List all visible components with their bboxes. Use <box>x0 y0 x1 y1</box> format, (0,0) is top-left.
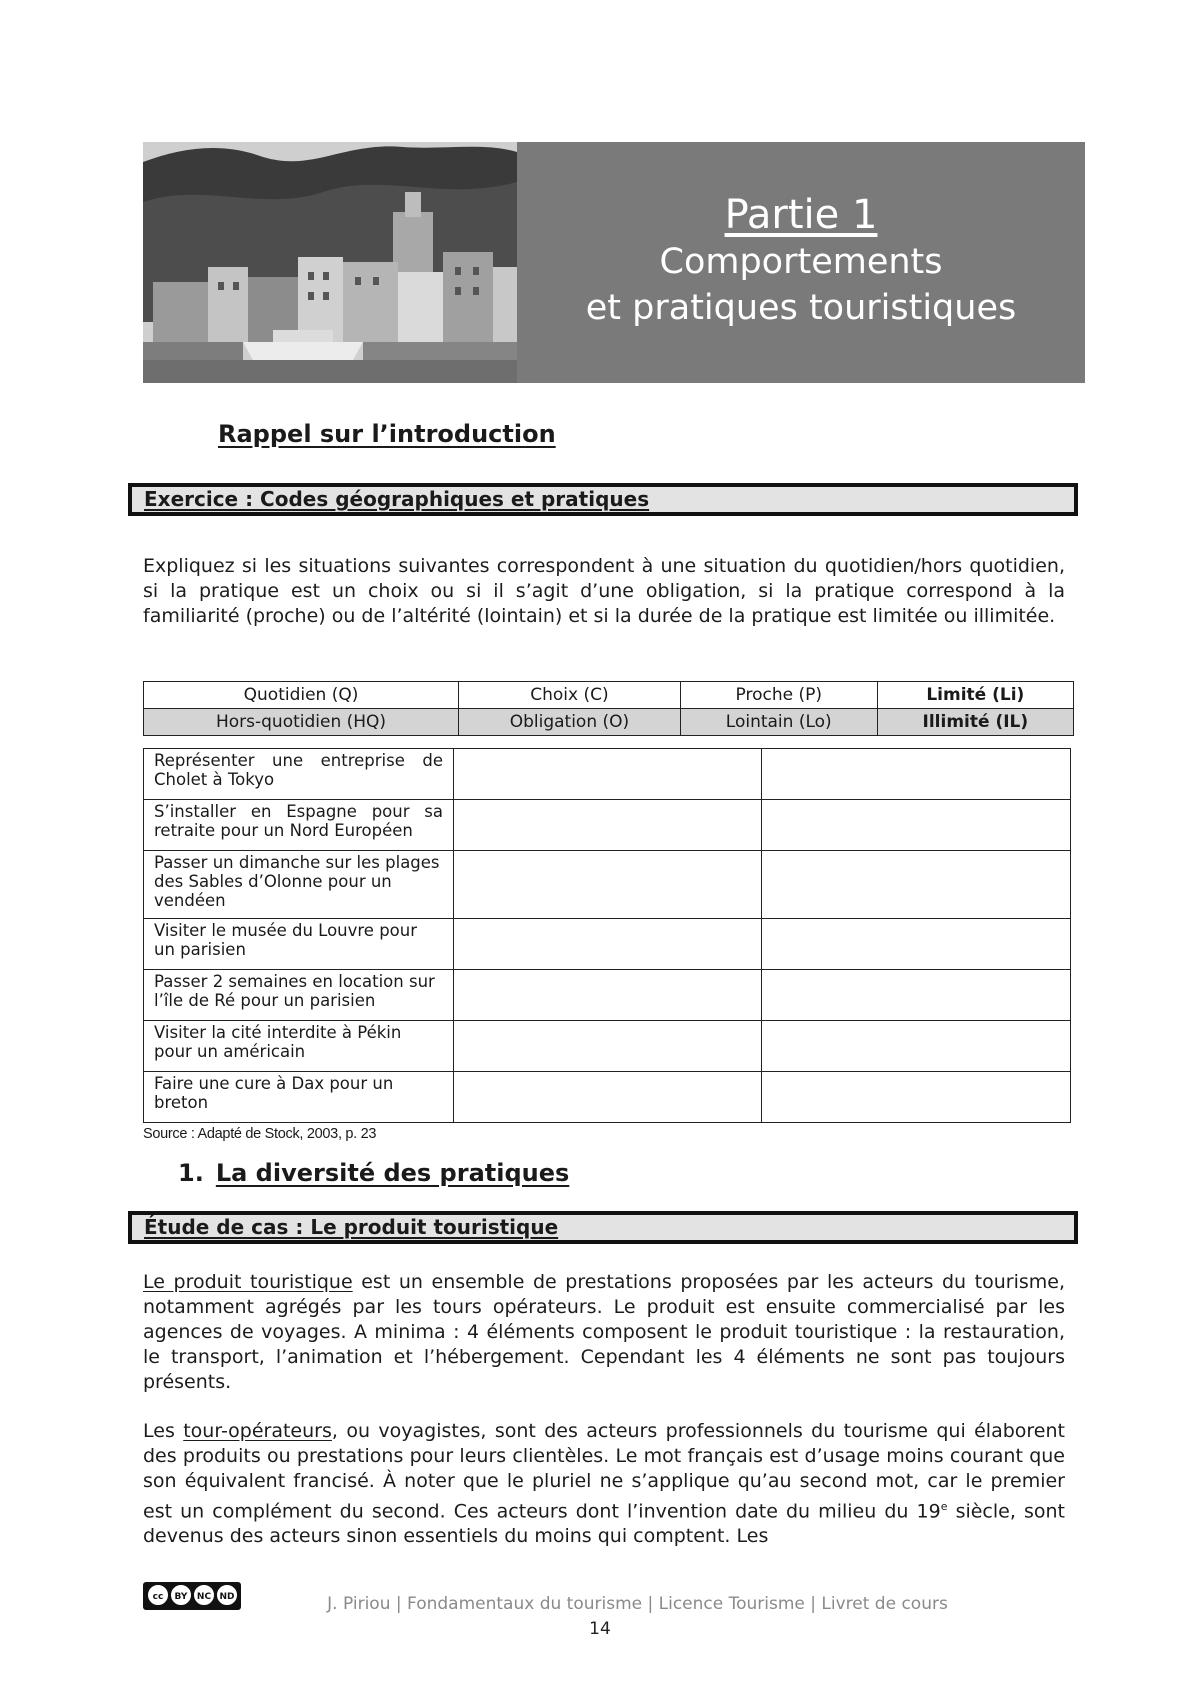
exercise-table <box>143 748 1071 1123</box>
cc-icon: cc <box>148 1585 168 1605</box>
paragraph-text: est un ensemble de prestations proposées par les acteurs du tourisme, notamment agrégés par les tours opérateurs. Le produit est ensuite commercialisé par les agences de voyages. A minima : 4 éléments composent le produit touristique : la restauration, le transport, l’animation et l’hébergement. Cependant les 4 éléments ne sont pas toujours présents. <box>143 1271 1066 1393</box>
situation-cell: Passer 2 semaines en location sur l’île de Ré pour un parisien <box>144 970 454 1021</box>
intro-heading: Rappel sur l’introduction <box>218 420 556 448</box>
legend-cell: Quotidien (Q) <box>144 682 459 709</box>
part-subtitle-line1: Comportements <box>659 242 943 282</box>
answer-cell[interactable] <box>454 800 762 851</box>
exercise-title-box <box>128 483 1078 516</box>
harbor-village-photo <box>143 142 517 383</box>
case-study-paragraph-1 <box>143 1270 1065 1395</box>
table-row <box>144 919 1071 970</box>
answer-cell[interactable] <box>454 749 762 800</box>
footer-text <box>0 1594 1200 1614</box>
situation-cell: Visiter le musée du Louvre pour un parisien <box>144 919 454 970</box>
exercise-instructions: Expliquez si les situations suivantes correspondent à une situation du quotidien/hors quotidien, si la pratique est un choix ou si il s’agit d’une obligation, si la pratique correspond à la familiarité (proche) ou de l’altérité (lointain) et si la durée de la pratique est limitée ou illimitée. <box>143 555 1065 627</box>
table-row <box>144 1072 1071 1123</box>
answer-cell[interactable] <box>454 851 762 919</box>
nd-icon: ND <box>217 1585 237 1605</box>
table-row <box>144 800 1071 851</box>
part-subtitle-line2: et pratiques touristiques <box>585 288 1017 328</box>
part-title: Partie 1 <box>724 192 878 238</box>
nc-icon: NC <box>194 1585 214 1605</box>
situation-cell: S’installer en Espagne pour sa retraite pour un Nord Européen <box>144 800 454 851</box>
section-heading <box>178 1159 569 1187</box>
footer-credit: J. Piriou | Fondamentaux du tourisme | Licence Tourisme | Livret de cours <box>327 1594 948 1614</box>
answer-cell[interactable] <box>762 1021 1071 1072</box>
situation-cell: Visiter la cité interdite à Pékin pour un américain <box>144 1021 454 1072</box>
table-row <box>144 970 1071 1021</box>
table-row <box>144 1021 1071 1072</box>
term-produit-touristique: Le produit touristique <box>143 1271 353 1293</box>
section-number: 1. <box>178 1159 204 1187</box>
legend-row <box>144 709 1074 736</box>
paragraph-text: Les <box>143 1420 184 1442</box>
answer-cell[interactable] <box>762 970 1071 1021</box>
situation-cell: Représenter une entreprise de Cholet à Tokyo <box>144 749 454 800</box>
chapter-banner <box>143 142 1085 383</box>
term-tour-operateurs: tour-opérateurs <box>183 1420 332 1442</box>
legend-cell: Lointain (Lo) <box>680 709 877 736</box>
answer-cell[interactable] <box>762 1072 1071 1123</box>
legend-cell: Obligation (O) <box>459 709 681 736</box>
superscript: e <box>940 1500 948 1513</box>
paragraph-text: , ou voyagistes, sont des acteurs professionnels du tourisme qui élaborent des produits ou prestations pour leurs clientèles. Le mot français est d’usage moins courant que son équivalent francisé. À noter que le pluriel ne s’applique qu’au second mot, car le premier est un complément du second. Ces acteurs dont l’invention date du milieu du 19 <box>143 1420 1065 1523</box>
banner-title-block <box>517 142 1085 383</box>
case-study-paragraph-2 <box>143 1419 1065 1549</box>
answer-cell[interactable] <box>762 749 1071 800</box>
legend-cell: Limité (Li) <box>877 682 1073 709</box>
legend-cell: Choix (C) <box>459 682 681 709</box>
section-title: La diversité des pratiques <box>215 1159 570 1187</box>
answer-cell[interactable] <box>454 1072 762 1123</box>
exercise-title: Exercice : Codes géographiques et pratiques <box>144 487 650 511</box>
case-study-title: Étude de cas : Le produit touristique <box>144 1215 559 1239</box>
answer-cell[interactable] <box>454 919 762 970</box>
answer-cell[interactable] <box>762 919 1071 970</box>
answer-cell[interactable] <box>454 970 762 1021</box>
legend-cell: Proche (P) <box>680 682 877 709</box>
legend-table <box>143 681 1074 736</box>
answer-cell[interactable] <box>454 1021 762 1072</box>
answer-cell[interactable] <box>762 851 1071 919</box>
legend-cell: Hors-quotidien (HQ) <box>144 709 459 736</box>
situation-cell: Faire une cure à Dax pour un breton <box>144 1072 454 1123</box>
paragraph-text: siècle, sont devenus des acteurs sinon essentiels du moins qui comptent. Les <box>143 1500 1065 1548</box>
table-source: Source : Adapté de Stock, 2003, p. 23 <box>143 1126 377 1142</box>
legend-cell: Illimité (IL) <box>877 709 1073 736</box>
by-icon: BY <box>171 1585 191 1605</box>
table-row <box>144 749 1071 800</box>
legend-row <box>144 682 1074 709</box>
situation-cell: Passer un dimanche sur les plages des Sables d’Olonne pour un vendéen <box>144 851 454 919</box>
case-study-title-box <box>128 1211 1078 1244</box>
page-number: 14 <box>589 1619 611 1639</box>
answer-cell[interactable] <box>762 800 1071 851</box>
table-row <box>144 851 1071 919</box>
